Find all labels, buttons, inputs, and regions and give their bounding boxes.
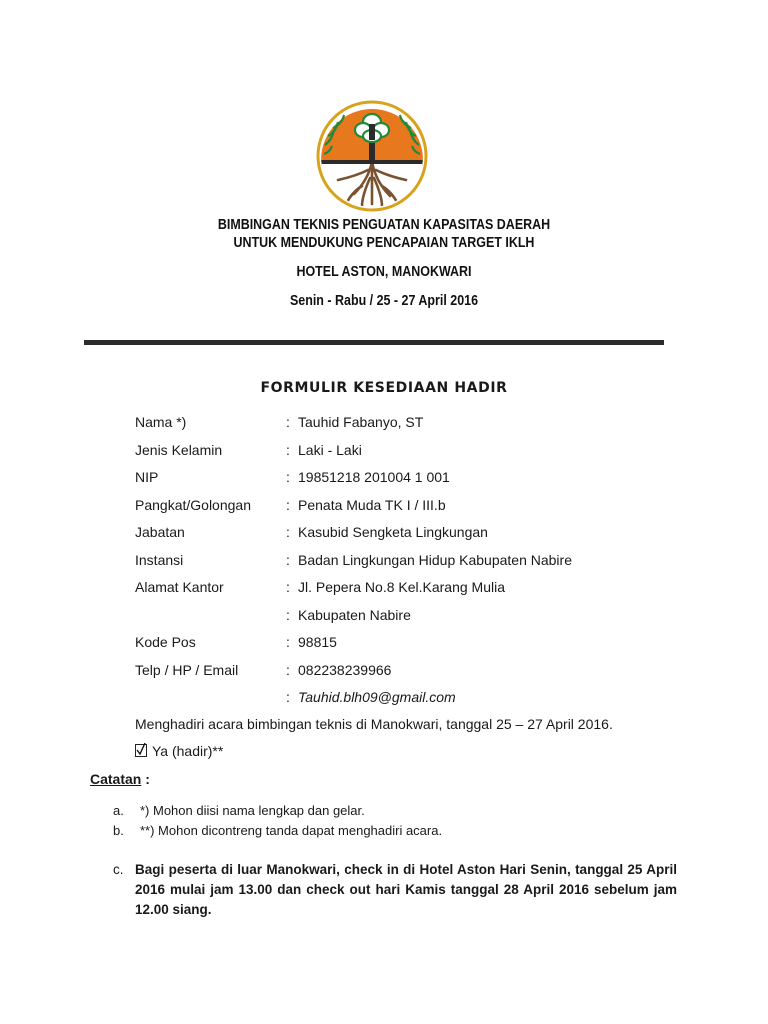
field-value: Penata Muda TK I / III.b	[298, 497, 446, 513]
field-label: Kode Pos	[135, 634, 196, 650]
attendance-checkbox[interactable]	[135, 744, 147, 757]
notes-heading	[90, 769, 150, 789]
event-date: Senin - Rabu / 25 - 27 April 2016	[289, 293, 479, 309]
field-value: 19851218 201004 1 001	[298, 469, 450, 485]
attendance-option[interactable]	[135, 741, 223, 761]
event-title-line2: UNTUK MENDUKUNG PENCAPAIAN TARGET IKLH	[233, 235, 535, 251]
notes-heading-colon: :	[141, 771, 150, 787]
attendance-option-label: Ya (hadir)**	[152, 743, 224, 759]
field-colon: :	[286, 524, 290, 540]
field-value: 98815	[298, 634, 337, 650]
field-value: Kasubid Sengketa Lingkungan	[298, 524, 488, 540]
note-marker: a.	[113, 803, 124, 818]
note-text: Bagi peserta di luar Manokwari, check in di Hotel Aston Hari Senin, tanggal 25 April 2016 mulai jam 13.00 dan check out hari Kamis tanggal 28 April 2016 sebelum jam 12.00 siang.	[135, 862, 677, 917]
checkmark-icon	[135, 742, 147, 756]
note-text: *) Mohon diisi nama lengkap dan gelar.	[140, 803, 365, 818]
field-colon: :	[286, 414, 290, 430]
field-value: Laki - Laki	[298, 442, 362, 458]
header-divider	[84, 340, 664, 345]
field-label: Nama *)	[135, 414, 187, 430]
field-value: Tauhid Fabanyo, ST	[298, 414, 424, 430]
field-value: 082238239966	[298, 662, 392, 678]
field-colon: :	[286, 469, 290, 485]
field-colon: :	[286, 634, 290, 650]
attendance-statement: Menghadiri acara bimbingan teknis di Manokwari, tanggal 25 – 27 April 2016.	[135, 716, 613, 732]
email-value: Tauhid.blh09@gmail.com	[298, 689, 456, 705]
field-colon: :	[286, 607, 290, 623]
field-colon: :	[286, 497, 290, 513]
field-label: Jenis Kelamin	[135, 442, 223, 458]
field-label: Instansi	[135, 552, 184, 568]
event-title-line1: BIMBINGAN TEKNIS PENGUATAN KAPASITAS DAERAH	[217, 217, 551, 233]
field-label: Jabatan	[135, 524, 185, 540]
notes-heading-label: Catatan	[90, 771, 142, 787]
field-value: Kabupaten Nabire	[298, 607, 411, 623]
note-marker: b.	[113, 823, 124, 838]
field-colon: :	[286, 689, 290, 705]
field-value: Jl. Pepera No.8 Kel.Karang Mulia	[298, 579, 505, 595]
field-label: Pangkat/Golongan	[135, 497, 251, 513]
field-colon: :	[286, 552, 290, 568]
field-colon: :	[286, 662, 290, 678]
form-title: FORMULIR KESEDIAAN HADIR	[260, 380, 508, 396]
field-label: Telp / HP / Email	[135, 662, 239, 678]
field-colon: :	[286, 579, 290, 595]
ministry-emblem-icon	[316, 100, 428, 212]
field-colon: :	[286, 442, 290, 458]
field-label: Alamat Kantor	[135, 579, 224, 595]
note-marker: c.	[113, 862, 124, 877]
field-value: Badan Lingkungan Hidup Kabupaten Nabire	[298, 552, 572, 568]
note-text: **) Mohon dicontreng tanda dapat menghadiri acara.	[140, 823, 443, 838]
event-venue: HOTEL ASTON, MANOKWARI	[296, 264, 472, 280]
field-label: NIP	[135, 469, 159, 485]
